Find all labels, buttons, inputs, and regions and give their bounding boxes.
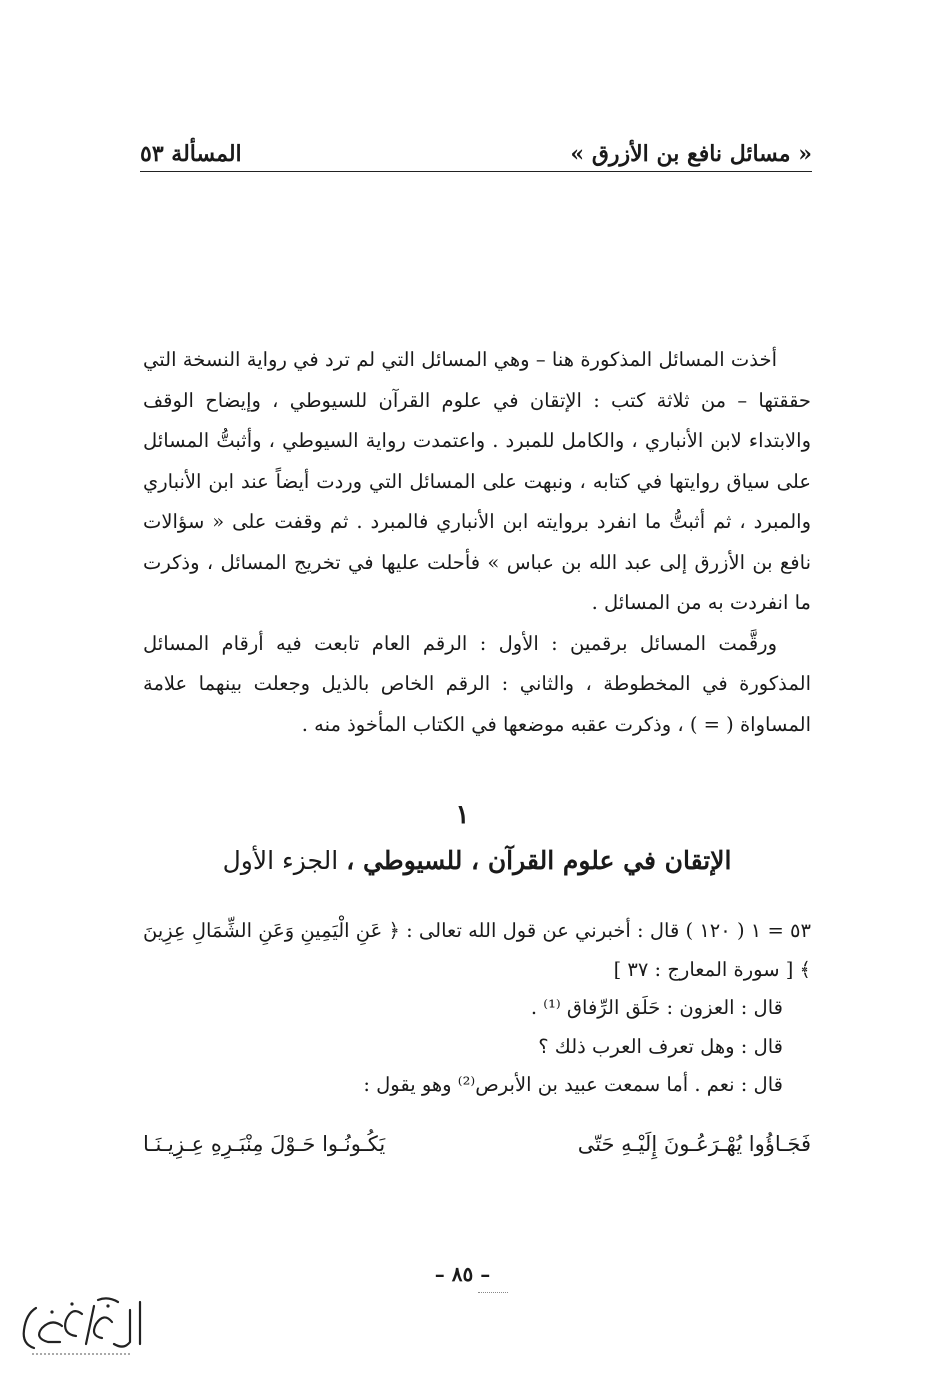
section-label: المسألة ٥٣ bbox=[140, 141, 242, 167]
introduction bbox=[143, 340, 811, 745]
running-header bbox=[140, 136, 812, 172]
intro-paragraph-2: ورقَّمت المسائل برقمين : الأول : الرقم العام تابعت فيه أرقام المسائل المذكورة في المخطوطة ، والثاني : الرقم الخاص بالذيل وجعلت بينهما علامة المساواة ( = ) ، وذكرت عقبه موضعها في الكتاب المأخوذ منه . bbox=[143, 631, 811, 736]
poetry-verse bbox=[143, 1132, 811, 1156]
entry-53 bbox=[143, 912, 811, 1105]
book-title: « مسائل نافع بن الأزرق » bbox=[570, 141, 812, 167]
section-title-sub: الجزء الأول bbox=[222, 846, 347, 875]
section-title-main: الإتقان في علوم القرآن ، للسيوطي ، bbox=[346, 846, 732, 875]
verse-hemistich-1: فَجَـاؤُوا يُهْـرَعُـونَ إِلَيْـهِ حَتّى bbox=[577, 1132, 811, 1156]
intro-paragraph-1: أخذت المسائل المذكورة هنا – وهي المسائل التي لم ترد في رواية النسخة التي حققتها – من ثلاثة كتب : الإتقان في علوم القرآن للسيوطي ، وإيضاح الوقف والابتداء لابن الأنباري ، والكامل للمبرد . واعتمدت رواية السيوطي ، وأثبتُّ المسائل على سياق روايتها في كتابه ، ونبهت على المسائل التي وردت أيضاً عند ابن الأنباري والمبرد ، ثم أثبتُّ ما انفرد بروايته ابن الأنباري فالمبرد . ثم وقفت على « سؤالات نافع بن الأزرق إلى عبد الله بن عباس » فأحلت عليها في تخريج المسائل ، وذكرت ما انفردت به من المسائل . bbox=[143, 348, 811, 614]
calligraphy-seal-icon bbox=[12, 1292, 152, 1362]
entry-answer-1: قال : العزون : حَلَق الرِّفاق ⁽¹⁾ . bbox=[530, 996, 783, 1019]
verse-hemistich-2: يَكُـونُـوا حَـوْلَ مِنْبَـرِهِ عِـزِيـنَـا bbox=[143, 1132, 386, 1156]
entry-opening: ٥٣ = ١ ( ١٢٠ ) قال : أخبرني عن قول الله تعالى : ﴿ عَنِ الْيَمِينِ وَعَنِ الشِّمَالِ عِزِينَ ﴾ [ سورة المعارج : ٣٧ ] bbox=[143, 919, 811, 981]
entry-answer-2: قال : نعم . أما سمعت عبيد بن الأبرص⁽²⁾ وهو يقول : bbox=[363, 1073, 783, 1096]
page-number-rule bbox=[478, 1292, 508, 1293]
section-title bbox=[143, 846, 811, 875]
entry-question-2: قال : وهل تعرف العرب ذلك ؟ bbox=[538, 1034, 783, 1058]
page-number: – ٨٥ – bbox=[434, 1262, 491, 1286]
section-number: ١ bbox=[455, 800, 470, 830]
